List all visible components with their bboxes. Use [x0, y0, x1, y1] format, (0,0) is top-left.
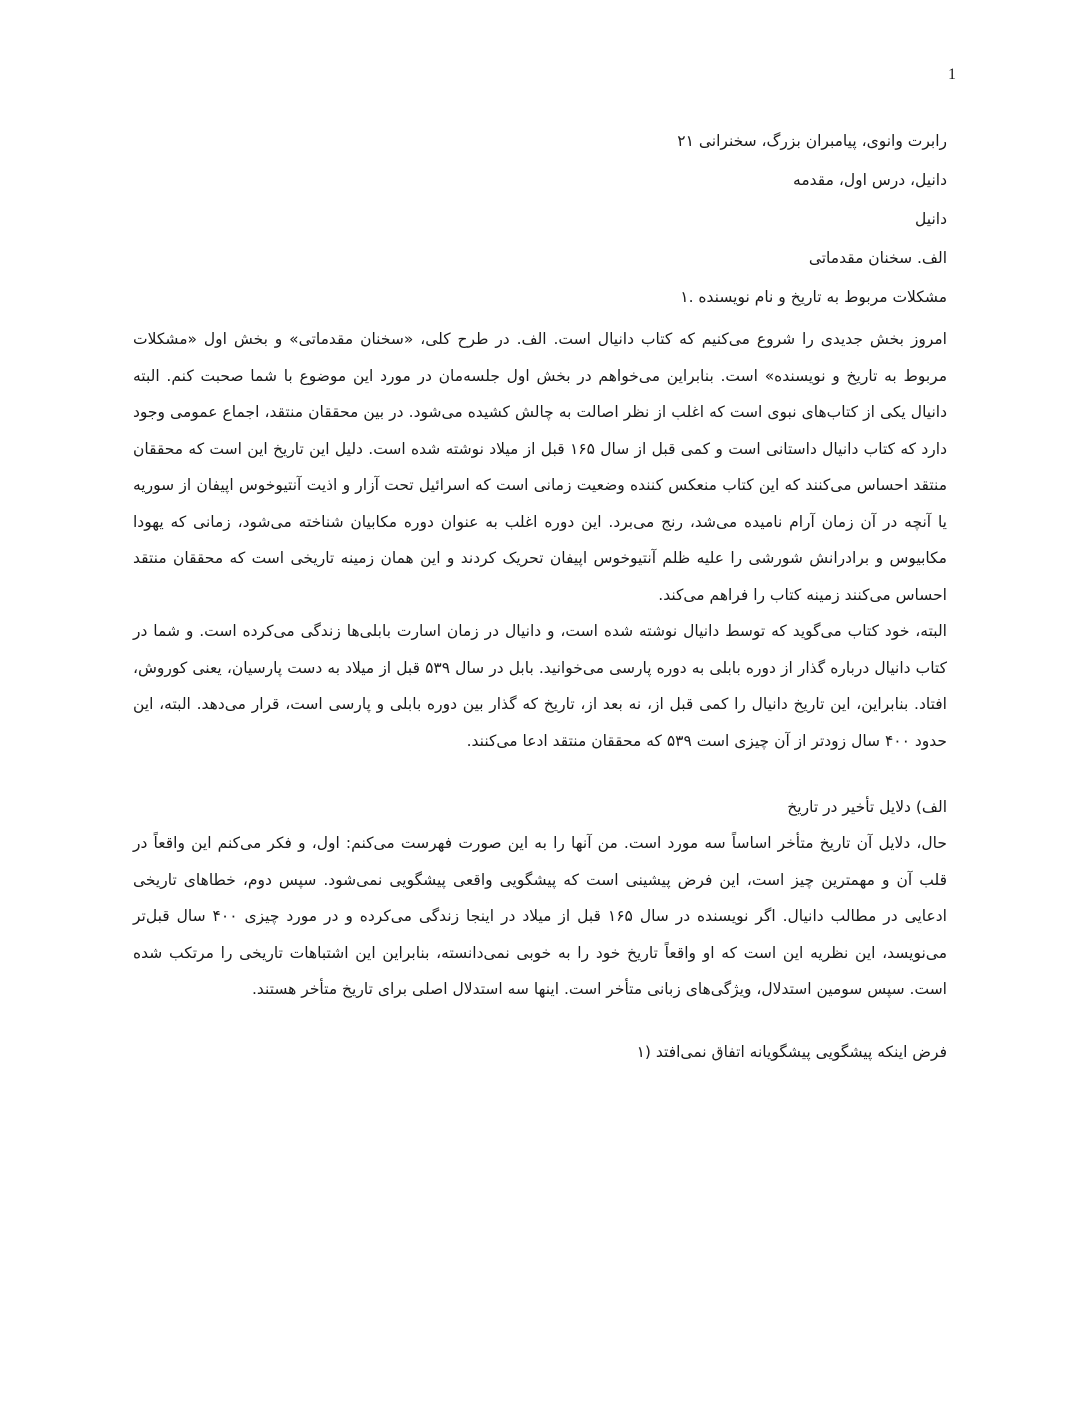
spacer	[133, 1008, 947, 1034]
lecture-title: رابرت وانوی، پیامبران بزرگ، سخنرانی ۲۱	[677, 132, 947, 150]
document-body	[133, 126, 947, 1070]
section-heading: الف. سخنان مقدماتی	[808, 249, 947, 267]
paragraph: امروز بخش جدیدی را شروع می‌کنیم که کتاب دانیال است. الف. در طرح کلی، «سخنان مقدماتی» و بخش اول «مشکلات مربوط به تاریخ و نویسنده» است. بنابراین می‌خواهم در بخش اول جلسه‌مان در مورد این موضوع با شما صحبت کنم. البته دانیال یکی از کتاب‌های نبوی است که اغلب از نظر اصالت به چالش کشیده می‌شود. در بین محققان منتقد، اجماع عمومی وجود دارد که کتاب دانیال داستانی است و کمی قبل از سال ۱۶۵ قبل از میلاد نوشته شده است. دلیل این تاریخ این است که محققان منتقد احساس می‌کنند که این کتاب منعکس کننده وضعیت زمانی است که اسرائیل تحت آزار و اذیت آنتیوخوس اپیفان از سوریه یا آنچه در آن زمان آرام نامیده می‌شد، رنج می‌برد. این دوره اغلب به عنوان دوره مکابیان شناخته می‌شود، زمانی که یهودا مکابیوس و برادرانش شورشی را علیه ظلم آنتیوخوس اپیفان تحریک کردند و این همان زمینه تاریخی است که محققان منتقد احساس می‌کنند زمینه کتاب را فراهم می‌کند.	[133, 330, 947, 604]
page-number: 1	[948, 66, 956, 83]
subheading: الف) دلایل تأخیر در تاریخ	[787, 798, 947, 816]
numbered-heading: فرض اینکه پیشگویی پیشگویانه اتفاق نمی‌افتد (۱	[636, 1042, 947, 1061]
spacer	[133, 759, 947, 789]
paragraph: البته، خود کتاب می‌گوید که توسط دانیال نوشته شده است، و دانیال در زمان اسارت بابلی‌ها زندگی می‌کرده است. و شما در کتاب دانیال درباره گذار از دوره بابلی به دوره پارسی می‌خوانید. بابل در سال ۵۳۹ قبل از میلاد به دست پارسیان، یعنی کوروش، افتاد. بنابراین، این تاریخ دانیال را کمی قبل از، نه بعد از، تاریخ که گذار بین دوره بابلی و پارسی است، قرار می‌دهد. البته، این حدود ۴۰۰ سال زودتر از آن چیزی است ۵۳۹ که محققان منتقد ادعا می‌کنند.	[133, 622, 947, 750]
book-title: دانیل	[915, 210, 947, 228]
subsection-heading: مشکلات مربوط به تاریخ و نام نویسنده .۱	[680, 288, 947, 306]
paragraph: حال، دلایل آن تاریخ متأخر اساساً سه مورد است. من آنها را به این صورت فهرست می‌کنم: اول، و فکر می‌کنم این واقعاً در قلب آن و مهمترین چیز است، این فرض پیشینی است که پیشگویی واقعی پیشگویی نمی‌شود. سپس دوم، خطاهای تاریخی ادعایی در مطالب دانیال. اگر نویسنده در سال ۱۶۵ قبل از میلاد در اینجا زندگی می‌کرده و در مورد چیزی ۴۰۰ سال قبل‌تر می‌نویسد، این نظریه این است که او واقعاً تاریخ خود را به خوبی نمی‌دانسته، بنابراین این اشتباهات تاریخی را مرتکب شده است. سپس سومین استدلال، ویژگی‌های زبانی متأخر است. اینها سه استدلال اصلی برای تاریخ متأخر هستند.	[133, 834, 947, 998]
lesson-title: دانیل، درس اول، مقدمه	[793, 171, 947, 189]
